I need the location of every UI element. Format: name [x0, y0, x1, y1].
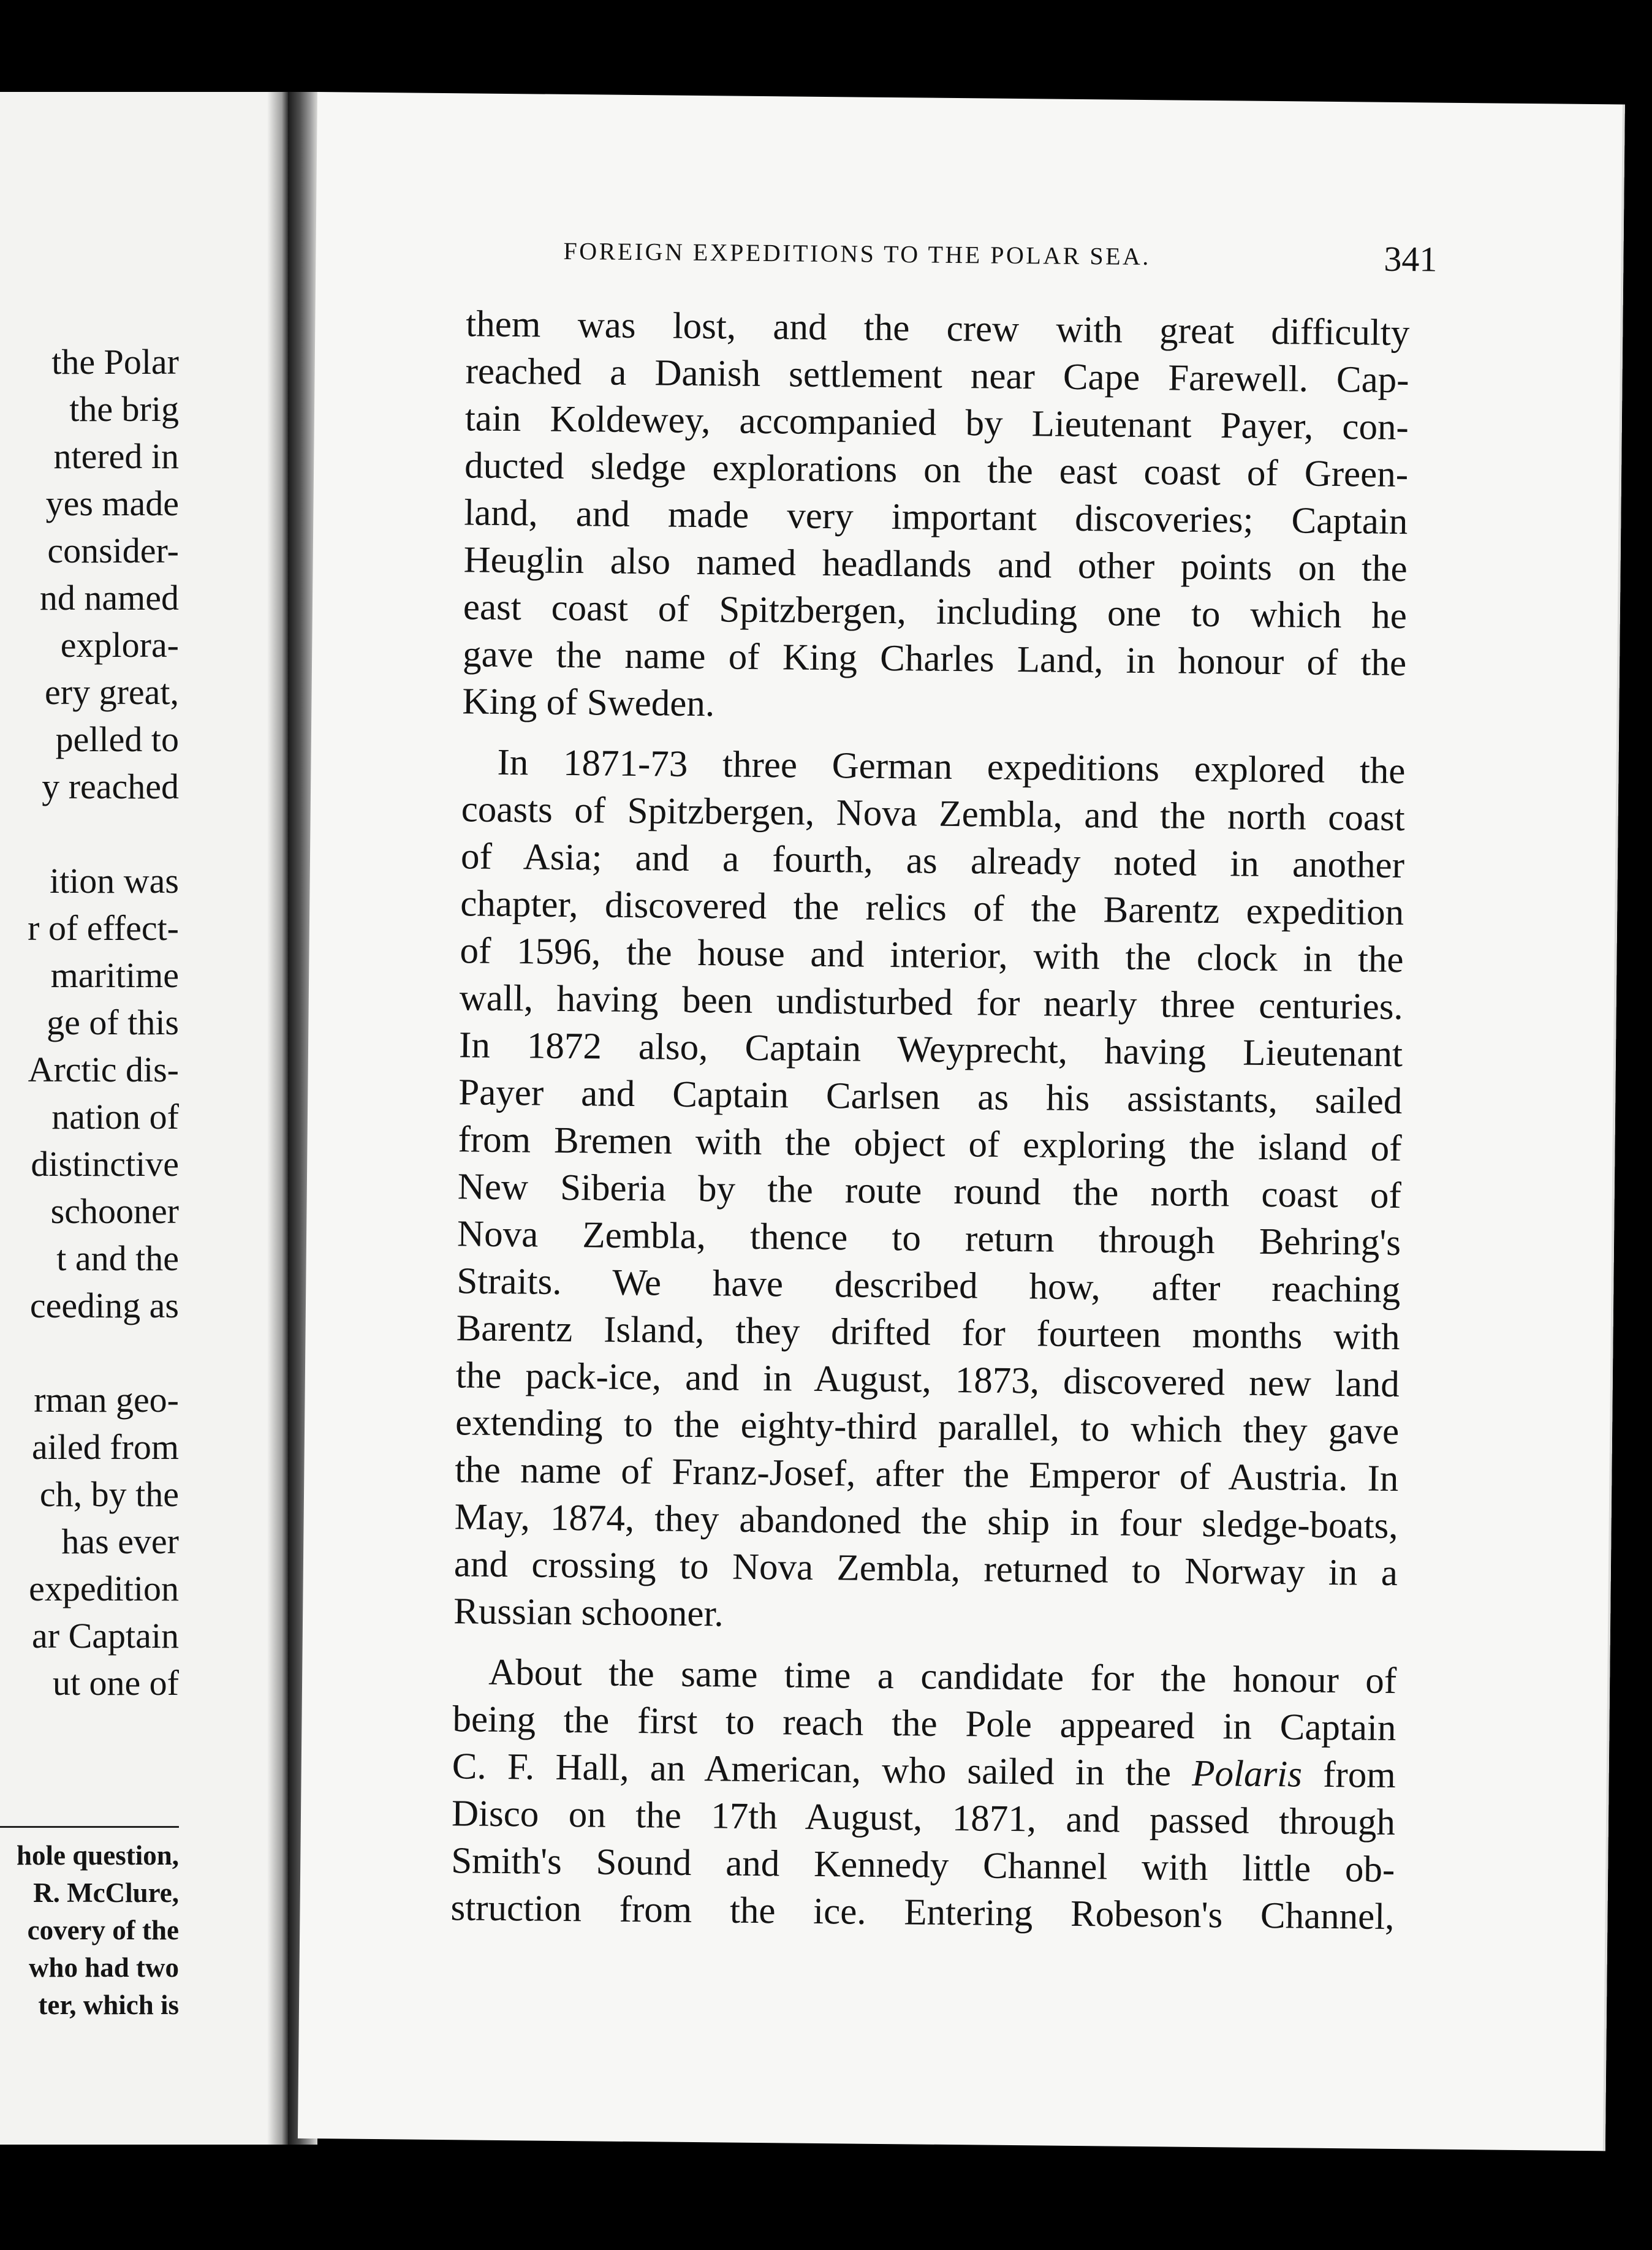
footnote-line: hole question, [16, 1840, 179, 1871]
left-page-line: schooner [50, 1191, 179, 1231]
left-page-line: nation of [51, 1097, 179, 1137]
left-page-line: has ever [61, 1521, 179, 1561]
left-page-line: ntered in [53, 436, 179, 476]
left-page-footnote [0, 1837, 179, 2024]
page-body-text [450, 300, 1409, 1941]
text-line: extending to the eighty-third parallel, to which they gave [455, 1402, 1400, 1453]
left-page-line: y reached [42, 767, 179, 806]
text-line: ducted sledge explorations on the east coast of Green- [464, 445, 1409, 496]
text-line: Barentz Island, they drifted for fourteen months with [456, 1308, 1400, 1358]
text-line: wall, having been undisturbed for nearly three centuries. [459, 977, 1404, 1028]
left-page-line: ut one of [52, 1663, 179, 1703]
text-line: In 1872 also, Captain Weyprecht, having Lieutenant [458, 1025, 1403, 1075]
left-page-line: ar Captain [32, 1616, 179, 1656]
right-page [298, 92, 1625, 2151]
left-page-line: ceeding as [29, 1286, 179, 1325]
left-page-line: maritime [50, 955, 179, 995]
text-line: being the first to reach the Pole appeared in Captain [452, 1699, 1396, 1749]
left-page-line: ailed from [32, 1427, 179, 1467]
text-line: of Asia; and a fourth, as already noted in another [460, 836, 1405, 887]
left-page-line: consider- [47, 531, 179, 570]
text-line: Disco on the 17th August, 1871, and passed through [451, 1793, 1396, 1844]
text-line: Heuglin also named headlands and other points on the [463, 539, 1408, 590]
left-page-body-text [0, 338, 179, 1706]
left-page-line: ition was [49, 861, 179, 901]
text-segment: C. F. Hall, an American, who sailed in the [452, 1746, 1192, 1794]
left-page-line: nd named [39, 578, 179, 618]
left-page-line: rman geo- [34, 1380, 179, 1420]
left-page-line: ery great, [45, 672, 179, 712]
text-line: Straits. We have described how, after reaching [457, 1260, 1401, 1311]
left-page-line: Arctic dis- [28, 1050, 179, 1089]
footnote-line: who had two [28, 1952, 179, 1983]
page-number: 341 [1384, 238, 1438, 279]
gutter-shadow [267, 92, 288, 2145]
footnote-line: covery of the [27, 1915, 179, 1945]
left-page-line: the Polar [51, 342, 179, 382]
left-page-line [0, 810, 179, 857]
left-page-line: r of effect- [28, 908, 179, 948]
text-line: Nova Zembla, thence to return through Behring's [457, 1213, 1401, 1264]
text-line: coasts of Spitzbergen, Nova Zembla, and the north coast [461, 789, 1406, 839]
text-line: chapter, discovered the relics of the Barentz expedition [460, 883, 1404, 934]
left-page-line: the brig [69, 389, 179, 429]
text-line: About the same time a candidate for the honour of [488, 1651, 1397, 1702]
text-line: the pack-ice, and in August, 1873, discovered new land [455, 1355, 1400, 1406]
text-line: reached a Danish settlement near Cape Farewell. Cap- [465, 350, 1409, 401]
text-line: of 1596, the house and interior, with the clock in the [460, 930, 1404, 981]
text-line: May, 1874, they abandoned the ship in four sledge-boats, [454, 1496, 1398, 1547]
text-line: King of Sweden. [462, 681, 715, 725]
footnote-line: R. McClure, [33, 1877, 179, 1908]
left-page-line: ge of this [47, 1002, 179, 1042]
text-line: from Bremen with the object of exploring the island of [458, 1119, 1402, 1170]
text-line: Russian schooner. [453, 1591, 724, 1635]
text-line: Smith's Sound and Kennedy Channel with little ob- [450, 1840, 1395, 1891]
text-segment: from [1302, 1754, 1396, 1797]
running-head: FOREIGN EXPEDITIONS TO THE POLAR SEA. [563, 237, 1151, 271]
left-page-line: yes made [45, 483, 179, 523]
ship-name-italic: Polaris [1191, 1752, 1303, 1795]
text-line: struction from the ice. Entering Robeson's Channel, [450, 1887, 1395, 1938]
footnote-line: ter, which is [38, 1990, 179, 2020]
text-line: New Siberia by the route round the north coast of [457, 1166, 1402, 1217]
left-page-line: expedition [29, 1569, 179, 1608]
left-page-line: pelled to [55, 719, 179, 759]
text-line: them was lost, and the crew with great difficulty [466, 303, 1410, 354]
text-line: and crossing to Nova Zembla, returned to Norway in a [453, 1544, 1398, 1594]
text-line: In 1871-73 three German expeditions explored the [497, 741, 1406, 792]
left-page-line: ch, by the [39, 1474, 179, 1514]
left-page-line: t and the [56, 1238, 179, 1278]
left-page-line: explora- [60, 625, 179, 665]
text-line: the name of Franz-Josef, after the Emperor of Austria. In [455, 1449, 1399, 1500]
text-line: tain Koldewey, accompanied by Lieutenant Payer, con- [464, 398, 1409, 449]
left-page-line [0, 1329, 179, 1376]
text-line: land, and made very important discoveries; Captain [464, 492, 1408, 543]
left-page-line: distinctive [31, 1144, 179, 1184]
text-line: gave the name of King Charles Land, in honour of the [462, 634, 1407, 684]
footnote-rule [0, 1826, 179, 1828]
text-line: Payer and Captain Carlsen as his assistants, sailed [458, 1072, 1403, 1123]
text-line-with-italic [452, 1743, 1396, 1799]
left-page [0, 92, 288, 2145]
text-line: east coast of Spitzbergen, including one to which he [463, 586, 1408, 637]
